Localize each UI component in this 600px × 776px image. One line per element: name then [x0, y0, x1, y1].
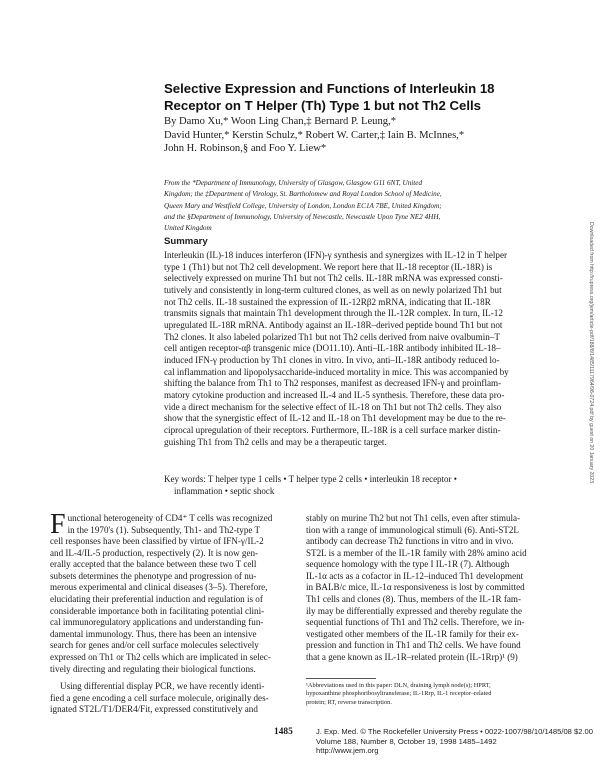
body-line: subsets determines the phenotype and progression of nu-: [50, 570, 257, 581]
summary-line: upregulated IL-18R mRNA. Antibody against an IL-18R–derived peptide bound Th1 but not: [164, 319, 503, 330]
summary-line: type 1 (Th1) but not Th2 cell development. We report here that IL-18 receptor (IL-18R) is: [164, 261, 493, 272]
authors-line-1: By Damo Xu,* Woon Ling Chan,‡ Bernard P. Leung,*: [164, 116, 396, 127]
affiliation-line: United Kingdom: [164, 224, 212, 233]
body-column-left: [50, 509, 292, 716]
body-line: merous experimental and clinical diseases (3–5). Therefore,: [50, 582, 268, 593]
drop-cap: F: [50, 509, 66, 540]
summary-line: not Th2 cells. IL-18 sustained the expression of IL-12Rβ2 mRNA, indicating that IL-18R: [164, 296, 491, 307]
title-line-2: Receptor on T Helper (Th) Type 1 but not Th2 Cells: [164, 98, 482, 113]
body-line: expressed on Th1 or Th2 cells which are implicated in selec-: [50, 651, 271, 662]
affiliation-line: Queen Mary and Westfield College, University of London, London EC1A 7BE, United Kingdom;: [164, 201, 442, 210]
summary-line: induced IFN-γ production by Th1 clones in vitro. In vivo, anti–IL-18R antibody reduced lo-: [164, 354, 500, 365]
body-line: Using differential display PCR, we have recently identi-: [60, 681, 265, 692]
body-line: tively directing and regulating their biological functions.: [50, 663, 256, 674]
keywords-line-1: Key words: T helper type 1 cells • T helper type 2 cells • interleukin 18 receptor •: [164, 474, 457, 484]
summary-line: guishing Th1 from Th2 cells and may be a therapeutic target.: [164, 436, 387, 447]
summary-line: cell antigen receptor-αβ transgenic mice (DO11.10). Anti–IL-18R antibody inhibited IL-18–: [164, 343, 501, 354]
journal-url-link[interactable]: http://www.jem.org: [316, 746, 379, 756]
body-line: antibody can decrease Th2 functions in vitro and in vivo.: [306, 536, 514, 547]
body-line: ignated ST2L/T1/DER4/Fit, expressed constitutively and: [50, 704, 258, 715]
summary-line: ciprocal upregulation of their receptors. Furthermore, IL-18R is a cell surface marker distin-: [164, 424, 501, 435]
footnote-line: ¹Abbreviations used in this paper: DLN, draining lymph node(s); HPRT,: [306, 682, 491, 689]
summary-line: Interleukin (IL)-18 induces interferon (IFN)-γ synthesis and synergizes with IL-12 in T helper: [164, 250, 508, 260]
author-list: [164, 115, 544, 156]
body-line: search for genes and/or cell surface molecules selectively: [50, 640, 259, 651]
affiliation-line: Kingdom; the ‡Department of Virology, St. Bartholomew and Royal London School of Medicine,: [164, 190, 442, 199]
summary-line: vide a direct mechanism for the selective effect of IL-18 on Th1 but not Th2 cells. They also: [164, 401, 502, 412]
footnote: [306, 682, 558, 707]
body-column-right: [306, 513, 556, 664]
summary-line: tutively and consistently in long-term cultured clones, as well as on newly polarized Th1 but: [164, 284, 502, 295]
affiliation-line: From the *Department of Immunology, University of Glasgow, Glasgow G11 6NT, United: [164, 179, 423, 187]
body-line: pression and function in Th1 and Th2 cells. We have found: [306, 640, 521, 651]
authors-line-3: John H. Robinson,§ and Foo Y. Liew*: [164, 143, 327, 155]
summary-heading: Summary: [164, 236, 208, 247]
body-line: elucidating their preferential induction and regulation is of: [50, 594, 263, 605]
body-line: damental immunology. Thus, there has been an intensive: [50, 628, 257, 639]
body-line: erally accepted that the balance between these two T cell: [50, 559, 257, 570]
summary-line: Th2 clones. It also labeled polarized Th1 but not Th2 cells derived from naive ovalbumin–T: [164, 331, 500, 342]
body-line: ily may be differentially expressed and thereby regulate the: [306, 605, 522, 616]
body-line: in BALB/c mice, IL-1α responsiveness is lost by committed: [306, 582, 525, 593]
summary-line: cal inflammation and lipopolysaccharide-induced mortality in mice. This was accompanied by: [164, 366, 509, 377]
affiliations: [164, 178, 544, 234]
journal-line-2: Volume 188, Number 8, October 19, 1998 1485–1492: [316, 736, 497, 746]
body-line: Th1 cells and clones (8). Thus, members of the IL-1R fam-: [306, 594, 521, 605]
body-line: in the 1970's (1). Subsequently, Th1- and Th2-type T: [67, 524, 261, 535]
footnote-divider: [306, 678, 376, 679]
body-line: cell responses have been classified by virtue of IFN-γ/IL-2: [50, 536, 264, 547]
body-line: fied a gene encoding a cell surface molecule, originally des-: [50, 692, 269, 703]
body-line: sequential functions of Th1 and Th2 cells. Therefore, we in-: [306, 617, 525, 628]
body-line: stably on murine Th2 but not Th1 cells, even after stimula-: [306, 513, 521, 523]
body-line: that a gene known as IL-1R–related protein (IL-1Rrp)¹ (9): [306, 651, 518, 662]
body-line: IL-1α acts as a cofactor in IL-12–induced Th1 development: [306, 570, 524, 581]
keywords: [164, 474, 556, 497]
footnote-line: hypoxanthine phosphoribosyltransferase; IL-1Rrp, IL-1 receptor–related: [306, 690, 492, 698]
body-line: ST2L is a member of the IL-1R family with 28% amino acid: [306, 547, 527, 558]
title-line-1: Selective Expression and Functions of Interleukin 18: [164, 81, 495, 96]
body-line: sequence homology with the type I IL-1R (7). Although: [306, 559, 510, 570]
summary-line: shifting the balance from Th1 to Th2 responses, manifest as decreased IFN-γ and proinflam-: [164, 378, 502, 389]
summary-line: matory cytokine production and increased IL-4 and IL-5 synthesis. Therefore, these data pro-: [164, 389, 505, 400]
page-number: 1485: [274, 727, 293, 737]
journal-citation: [316, 727, 593, 756]
body-line: cal immunoregulatory applications and understanding fun-: [50, 617, 264, 628]
affiliation-line: and the §Department of Immunology, University of Newcastle, Newcastle Upon Tyne NE2 4HH,: [164, 212, 441, 221]
body-line: considerable importance both in facilitating potential clini-: [50, 605, 265, 616]
download-watermark: Downloaded from http://rupress.org/jem/article-pdf/188/8/1485/1117964/98-0724.pdf by guest on 20 January 2023: [588, 222, 594, 484]
summary-line: transmits signals that maintain Th1 development through the IL-12R complex. In turn, IL-12: [164, 308, 503, 319]
summary-line: selectively expressed on murine Th1 but not Th2 cells. IL-18R mRNA was expressed consti-: [164, 273, 503, 284]
authors-line-2: David Hunter,* Kerstin Schulz,* Robert W. Carter,‡ Iain B. McInnes,*: [164, 129, 465, 141]
body-line: tion with a range of immunological stimuli (6). Anti-ST2L: [306, 524, 519, 535]
summary-abstract: [164, 250, 556, 448]
summary-line: show that the synergistic effect of IL-12 and IL-18 on Th1 development may be due to the re-: [164, 413, 506, 424]
footnote-line: protein; RT, reverse transcription.: [306, 698, 392, 706]
keywords-line-2: inflammation • septic shock: [174, 485, 275, 496]
body-line: vestigated other members of the IL-1R family for their ex-: [306, 628, 519, 639]
body-line: and IL-4/IL-5 production, respectively (2). It is now gen-: [50, 547, 259, 558]
body-line: unctional heterogeneity of CD4⁺ T cells was recognized: [67, 513, 273, 523]
journal-line-1: J. Exp. Med. © The Rockefeller University Press • 0022-1007/98/10/1485/08 $2.00: [316, 727, 594, 736]
article-title: [164, 80, 544, 114]
